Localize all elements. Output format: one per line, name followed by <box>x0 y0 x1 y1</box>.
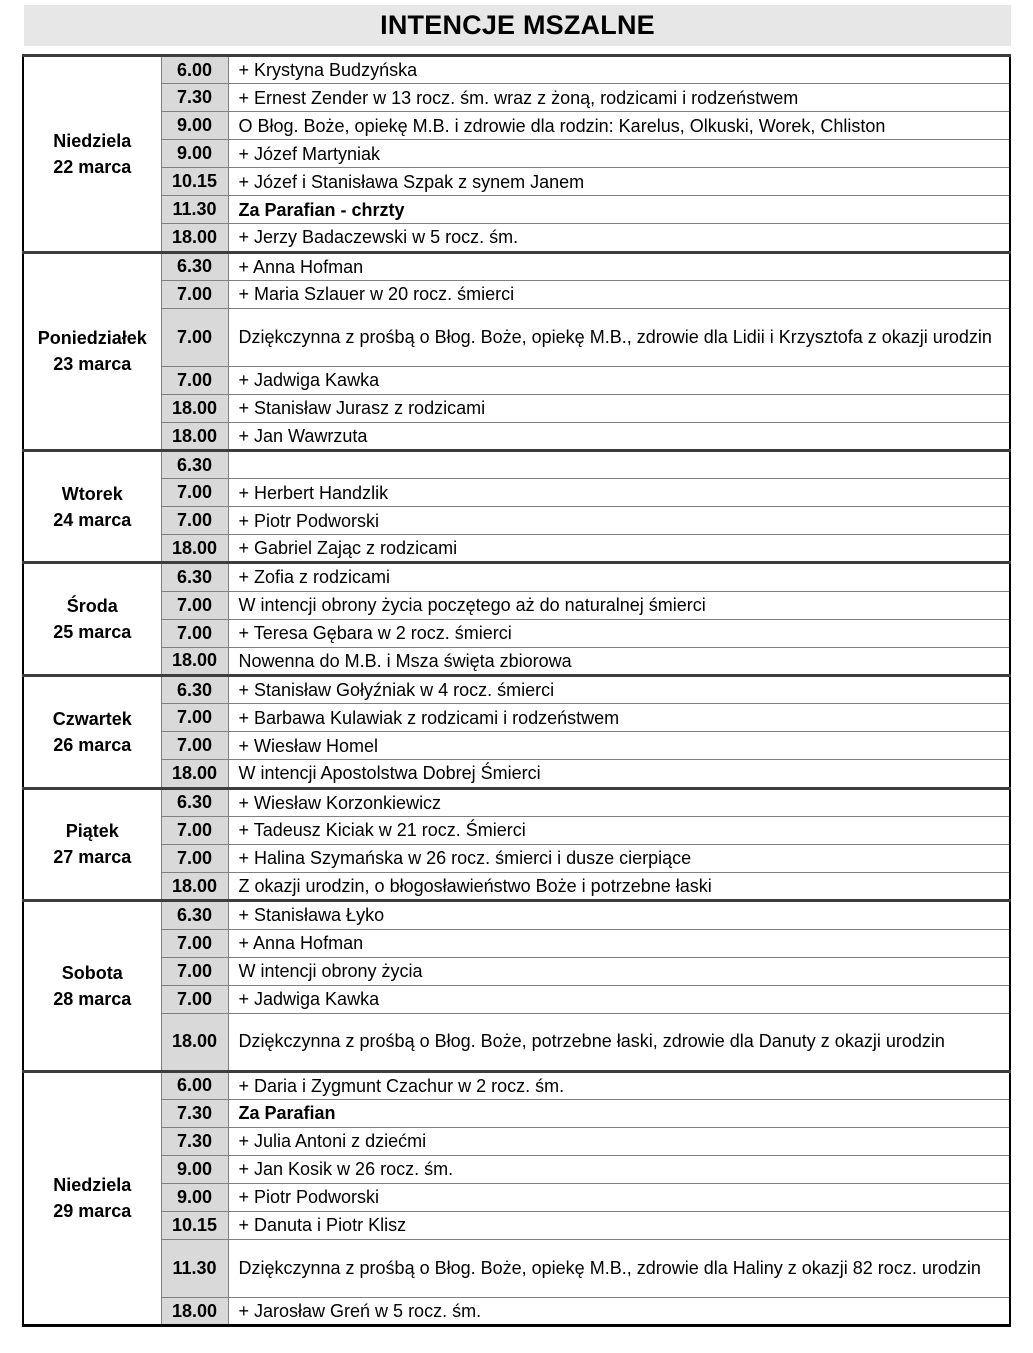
table-row <box>23 1099 1010 1127</box>
table-row <box>23 422 1010 450</box>
time-cell: 7.30 <box>161 1099 228 1127</box>
table-row <box>23 901 1010 929</box>
time-cell: 18.00 <box>161 872 228 900</box>
day-name: Poniedziałek <box>37 328 147 349</box>
table-row <box>23 760 1010 788</box>
intention-cell: + Tadeusz Kiciak w 21 rocz. Śmierci <box>228 816 1010 844</box>
intention-cell: W intencji Apostolstwa Dobrej Śmierci <box>228 760 1010 788</box>
table-row <box>23 704 1010 732</box>
intention-cell: Z okazji urodzin, o błogosławieństwo Boże i potrzebne łaski <box>228 872 1010 900</box>
mass-intentions-table <box>22 54 1011 1327</box>
intention-cell: + Zofia z rodzicami <box>228 563 1010 591</box>
intention-cell: + Józef i Stanisława Szpak z synem Janem <box>228 168 1010 196</box>
table-row <box>23 1127 1010 1155</box>
intention-cell: W intencji obrony życia poczętego aż do naturalnej śmierci <box>228 591 1010 619</box>
table-row <box>23 985 1010 1013</box>
table-row <box>23 507 1010 535</box>
intention-cell: + Stanisława Łyko <box>228 901 1010 929</box>
day-name: Niedziela <box>53 1175 132 1196</box>
time-cell: 9.00 <box>161 112 228 140</box>
table-row <box>23 1297 1010 1325</box>
time-cell: 7.00 <box>161 704 228 732</box>
table-row <box>23 280 1010 308</box>
intention-cell: + Krystyna Budzyńska <box>228 56 1010 84</box>
intention-cell: + Herbert Handzlik <box>228 479 1010 507</box>
day-cell <box>23 252 161 451</box>
table-row <box>23 1239 1010 1297</box>
time-cell: 18.00 <box>161 535 228 563</box>
time-cell: 18.00 <box>161 760 228 788</box>
time-cell: 6.30 <box>161 788 228 816</box>
time-cell: 7.00 <box>161 929 228 957</box>
day-name: Sobota <box>61 962 123 983</box>
time-cell: 6.00 <box>161 1071 228 1099</box>
time-cell: 7.00 <box>161 816 228 844</box>
table-row <box>23 1155 1010 1183</box>
table-row <box>23 252 1010 280</box>
time-cell: 18.00 <box>161 224 228 252</box>
title-band <box>24 5 1011 46</box>
table-row <box>23 168 1010 196</box>
table-row <box>23 788 1010 816</box>
time-cell: 18.00 <box>161 422 228 450</box>
intention-cell: + Danuta i Piotr Klisz <box>228 1211 1010 1239</box>
table-row <box>23 563 1010 591</box>
intention-cell: + Piotr Podworski <box>228 1183 1010 1211</box>
intention-cell: Dziękczynna z prośbą o Błog. Boże, opiekę M.B., zdrowie dla Lidii i Krzysztofa z okazji urodzin <box>228 308 1010 366</box>
time-cell: 7.30 <box>161 1127 228 1155</box>
day-name: Czwartek <box>52 708 132 729</box>
time-cell: 9.00 <box>161 1155 228 1183</box>
intention-cell: + Wiesław Homel <box>228 732 1010 760</box>
time-cell: 7.00 <box>161 308 228 366</box>
intention-cell: O Błog. Boże, opiekę M.B. i zdrowie dla rodzin: Karelus, Olkuski, Worek, Chliston <box>228 112 1010 140</box>
day-cell <box>23 901 161 1071</box>
intention-cell: + Maria Szlauer w 20 rocz. śmierci <box>228 280 1010 308</box>
time-cell: 7.00 <box>161 280 228 308</box>
table-row <box>23 732 1010 760</box>
intention-cell: Dziękczynna z prośbą o Błog. Boże, potrzebne łaski, zdrowie dla Danuty z okazji urodzin <box>228 1013 1010 1071</box>
day-date: 28 marca <box>53 988 132 1009</box>
intention-cell: + Halina Szymańska w 26 rocz. śmierci i dusze cierpiące <box>228 844 1010 872</box>
table-row <box>23 451 1010 479</box>
intention-cell: + Jan Wawrzuta <box>228 422 1010 450</box>
time-cell: 7.00 <box>161 591 228 619</box>
day-name: Środa <box>66 596 118 617</box>
table-row <box>23 1071 1010 1099</box>
day-cell <box>23 563 161 676</box>
day-cell <box>23 1071 161 1326</box>
time-cell: 7.00 <box>161 732 228 760</box>
day-cell <box>23 451 161 563</box>
intention-cell: + Teresa Gębara w 2 rocz. śmierci <box>228 619 1010 647</box>
table-row <box>23 84 1010 112</box>
time-cell: 7.00 <box>161 479 228 507</box>
table-row <box>23 929 1010 957</box>
intention-cell: + Józef Martyniak <box>228 140 1010 168</box>
intention-cell: + Barbawa Kulawiak z rodzicami i rodzeństwem <box>228 704 1010 732</box>
day-date: 25 marca <box>53 622 132 643</box>
time-cell: 6.30 <box>161 451 228 479</box>
table-row <box>23 112 1010 140</box>
time-cell: 10.15 <box>161 168 228 196</box>
day-cell <box>23 56 161 253</box>
time-cell: 18.00 <box>161 394 228 422</box>
intention-cell: Za Parafian <box>228 1099 1010 1127</box>
table-row <box>23 56 1010 84</box>
time-cell: 7.30 <box>161 84 228 112</box>
day-date: 29 marca <box>53 1201 132 1222</box>
table-row <box>23 844 1010 872</box>
table-row <box>23 1013 1010 1071</box>
intention-cell: + Julia Antoni z dziećmi <box>228 1127 1010 1155</box>
time-cell: 7.00 <box>161 619 228 647</box>
time-cell: 7.00 <box>161 844 228 872</box>
intention-cell: + Piotr Podworski <box>228 507 1010 535</box>
table-row <box>23 479 1010 507</box>
time-cell: 18.00 <box>161 1297 228 1325</box>
day-date: 26 marca <box>53 734 132 755</box>
table-row <box>23 676 1010 704</box>
time-cell: 18.00 <box>161 647 228 675</box>
table-row <box>23 224 1010 252</box>
table-row <box>23 308 1010 366</box>
time-cell: 7.00 <box>161 957 228 985</box>
table-row <box>23 816 1010 844</box>
intention-cell: + Ernest Zender w 13 rocz. śm. wraz z żoną, rodzicami i rodzeństwem <box>228 84 1010 112</box>
day-cell <box>23 788 161 901</box>
day-cell <box>23 676 161 789</box>
page-title: INTENCJE MSZALNE <box>380 10 655 40</box>
intention-cell: + Gabriel Zając z rodzicami <box>228 535 1010 563</box>
time-cell: 7.00 <box>161 985 228 1013</box>
table-row <box>23 647 1010 675</box>
time-cell: 6.30 <box>161 676 228 704</box>
intention-cell: + Anna Hofman <box>228 252 1010 280</box>
intention-cell: + Jadwiga Kawka <box>228 366 1010 394</box>
intention-cell: W intencji obrony życia <box>228 957 1010 985</box>
intention-cell: + Daria i Zygmunt Czachur w 2 rocz. śm. <box>228 1071 1010 1099</box>
intention-cell: Nowenna do M.B. i Msza święta zbiorowa <box>228 647 1010 675</box>
table-row <box>23 140 1010 168</box>
intention-cell: Za Parafian - chrzty <box>228 196 1010 224</box>
time-cell: 11.30 <box>161 196 228 224</box>
table-row <box>23 872 1010 900</box>
intention-cell: + Stanisław Gołyźniak w 4 rocz. śmierci <box>228 676 1010 704</box>
day-date: 23 marca <box>53 354 132 375</box>
day-date: 27 marca <box>53 847 132 868</box>
table-row <box>23 366 1010 394</box>
time-cell: 6.30 <box>161 901 228 929</box>
day-date: 24 marca <box>53 509 132 530</box>
time-cell: 9.00 <box>161 140 228 168</box>
table-row <box>23 591 1010 619</box>
day-name: Piątek <box>65 821 119 842</box>
table-row <box>23 535 1010 563</box>
day-date: 22 marca <box>53 156 132 177</box>
table-row <box>23 1183 1010 1211</box>
intention-cell: + Jan Kosik w 26 rocz. śm. <box>228 1155 1010 1183</box>
time-cell: 6.00 <box>161 56 228 84</box>
intention-cell: + Stanisław Jurasz z rodzicami <box>228 394 1010 422</box>
time-cell: 10.15 <box>161 1211 228 1239</box>
time-cell: 7.00 <box>161 366 228 394</box>
table-row <box>23 957 1010 985</box>
intention-cell: + Jerzy Badaczewski w 5 rocz. śm. <box>228 224 1010 252</box>
intention-cell <box>228 451 1010 479</box>
intention-cell: + Wiesław Korzonkiewicz <box>228 788 1010 816</box>
day-name: Wtorek <box>61 483 123 504</box>
intention-cell: + Jarosław Greń w 5 rocz. śm. <box>228 1297 1010 1325</box>
intention-cell: + Anna Hofman <box>228 929 1010 957</box>
intention-cell: Dziękczynna z prośbą o Błog. Boże, opiekę M.B., zdrowie dla Haliny z okazji 82 rocz. urodzin <box>228 1239 1010 1297</box>
table-row <box>23 619 1010 647</box>
intention-cell: + Jadwiga Kawka <box>228 985 1010 1013</box>
time-cell: 18.00 <box>161 1013 228 1071</box>
table-row <box>23 196 1010 224</box>
time-cell: 6.30 <box>161 252 228 280</box>
time-cell: 7.00 <box>161 507 228 535</box>
table-row <box>23 1211 1010 1239</box>
table-row <box>23 394 1010 422</box>
time-cell: 6.30 <box>161 563 228 591</box>
time-cell: 11.30 <box>161 1239 228 1297</box>
time-cell: 9.00 <box>161 1183 228 1211</box>
day-name: Niedziela <box>53 130 132 151</box>
